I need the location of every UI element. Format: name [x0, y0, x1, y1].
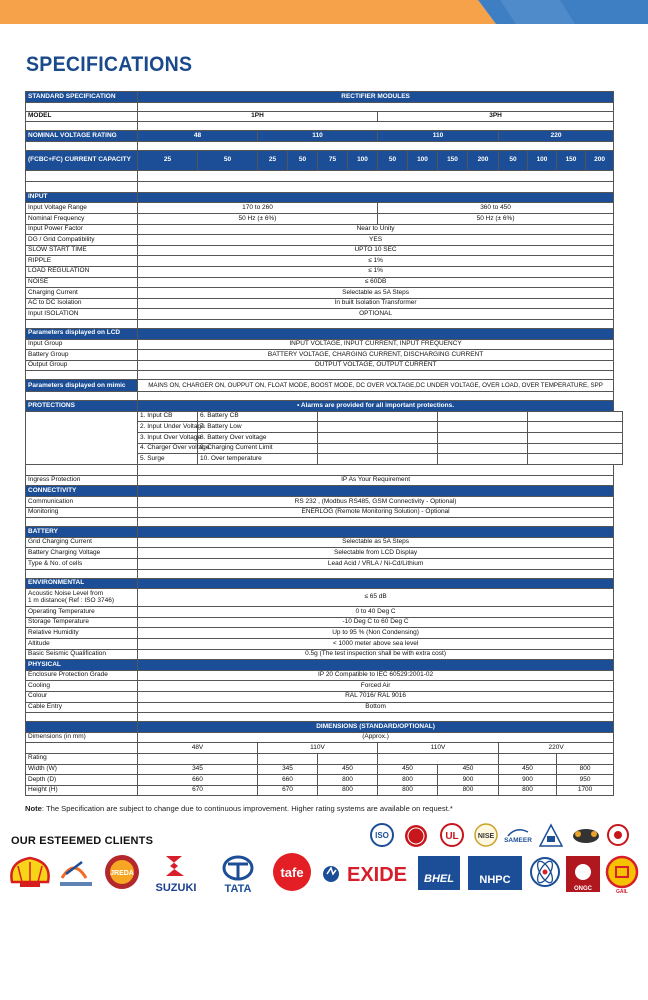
- page-title: SPECIFICATIONS: [26, 53, 193, 76]
- table-row: Type & No. of cells Lead Acid / VRLA / Ni-Cd/Lithium: [26, 559, 623, 570]
- isro-logo-icon: [60, 862, 92, 886]
- table-row: SLOW START TIME UPTO 10 SEC: [26, 245, 623, 256]
- protection-row: 5. Surge 10. Over temperature: [26, 454, 623, 465]
- nominal-voltage-row: NOMINAL VOLTAGE RATING 48 110 110 220: [26, 131, 623, 142]
- gail-logo-icon: [607, 857, 637, 895]
- svg-text:SUZUKI: SUZUKI: [155, 882, 197, 894]
- suzuki-logo-icon: [156, 856, 197, 894]
- current-capacity-row: (FCBC+FC) CURRENT CAPACITY 25 50 25 50 75 100 50 100 150 200 50 100 150 200: [26, 150, 623, 170]
- footnote: Note: The Specification are subject to change due to continuous improvement. Higher rating systems are available on request.*: [25, 804, 453, 813]
- triangle-mark-icon: [540, 825, 562, 846]
- table-row: NOISE ≤ 60DB: [26, 277, 623, 288]
- sameer-logo-icon: [504, 830, 532, 844]
- table-row: Operating Temperature 0 to 40 Deg C: [26, 607, 623, 618]
- table-row: Input Voltage Range 170 to 260 360 to 450: [26, 203, 623, 214]
- npcil-logo-icon: [531, 858, 559, 886]
- svg-text:EXIDE: EXIDE: [346, 864, 408, 886]
- bhel-logo-icon: [418, 856, 460, 890]
- table-row: Enclosure Protection Grade IP 20 Compatible to IEC 60529:2001-02: [26, 670, 623, 681]
- svg-text:TATA: TATA: [224, 883, 252, 895]
- specifications-table: [25, 91, 623, 796]
- rectifier-modules-header: RECTIFIER MODULES: [138, 92, 614, 103]
- section-environmental: ENVIRONMENTAL: [26, 578, 623, 589]
- svg-text:UL: UL: [445, 831, 459, 842]
- table-row: Battery Charging Voltage Selectable from LCD Display: [26, 548, 623, 559]
- model-row: MODEL 1PH 3PH: [26, 111, 623, 122]
- svg-text:JREDA: JREDA: [110, 870, 134, 877]
- protection-row: 2. Input Under Voltage 7. Battery Low: [26, 422, 623, 433]
- section-protections: PROTECTIONS • Alarms are provided for all important protections.: [26, 401, 623, 412]
- emblem-icon: [608, 825, 628, 845]
- clients-heading: OUR ESTEEMED CLIENTS: [11, 835, 154, 847]
- table-row: Acoustic Noise Level from 1 m distance( Ref : ISO 3746) ≤ 65 dB: [26, 589, 623, 607]
- exide-logo-icon: [323, 864, 407, 886]
- table-row: Monitoring ENERLOG (Remote Monitoring Solution) - Optional: [26, 507, 623, 518]
- table-row: Output Group OUTPUT VOLTAGE, OUTPUT CURRENT: [26, 360, 623, 371]
- table-row: Communication RS 232 , (Modbus RS485, GSM Connectivity - Optional): [26, 497, 623, 508]
- table-row: Grid Charging Current Selectable as 5A Steps: [26, 537, 623, 548]
- standard-spec-header: STANDARD SPECIFICATION: [26, 92, 138, 103]
- table-row: Cooling Forced Air: [26, 681, 623, 692]
- svg-text:GAIL: GAIL: [616, 889, 628, 895]
- section-dimensions: DIMENSIONS (STANDARD/OPTIONAL): [26, 722, 623, 733]
- table-row: Colour RAL 7016/ RAL 9016: [26, 691, 623, 702]
- section-input: INPUT: [26, 192, 623, 203]
- svg-text:ONGC: ONGC: [574, 886, 592, 892]
- iso-certification-icon: [371, 824, 393, 846]
- table-header-row: [26, 92, 623, 103]
- svg-text:tafe: tafe: [280, 865, 304, 880]
- section-battery: BATTERY: [26, 527, 623, 538]
- nise-logo-icon: [475, 824, 497, 846]
- table-row: Dimensions (in mm) (Approx.): [26, 732, 623, 743]
- table-row: Charging Current Selectable as 5A Steps: [26, 288, 623, 299]
- table-row: RIPPLE ≤ 1%: [26, 256, 623, 267]
- table-row: Input Group INPUT VOLTAGE, INPUT CURRENT, INPUT FREQUENCY: [26, 339, 623, 350]
- certification-logos: [368, 822, 630, 852]
- rating-row: 48V 110V 110V 220V: [26, 743, 623, 754]
- svg-text:BHEL: BHEL: [424, 873, 454, 885]
- width-row: Width (W) 345 345 450 450 450 450 800: [26, 764, 623, 775]
- table-row: Storage Temperature -10 Deg C to 60 Deg C: [26, 617, 623, 628]
- shell-logo-icon: [11, 858, 48, 887]
- svg-text:NHPC: NHPC: [479, 874, 511, 886]
- protection-row: 1. Input CB 6. Battery CB: [26, 411, 623, 422]
- protection-row: 4. Charger Over voltage 9. Charging Current Limit: [26, 443, 623, 454]
- table-row: Altitude < 1000 meter above sea level: [26, 638, 623, 649]
- client-logos: [0, 852, 648, 897]
- section-connectivity: CONNECTIVITY: [26, 486, 623, 497]
- svg-text:NISE: NISE: [477, 833, 495, 840]
- table-row: Input ISOLATION OPTIONAL: [26, 309, 623, 320]
- ongc-logo-icon: [566, 856, 600, 892]
- table-row: Relative Humidity Up to 95 % (Non Condensing): [26, 628, 623, 639]
- table-row: LOAD REGULATION ≤ 1%: [26, 266, 623, 277]
- make-in-india-lion-icon: [573, 829, 599, 843]
- table-row: Cable Entry Bottom: [26, 702, 623, 713]
- tafe-logo-icon: [273, 853, 311, 891]
- table-row: AC to DC Isolation In built Isolation Transformer: [26, 298, 623, 309]
- table-row: Input Power Factor Near to Unity: [26, 224, 623, 235]
- svg-text:ISO: ISO: [375, 831, 389, 840]
- table-row: DG / Grid Compatibility YES: [26, 235, 623, 246]
- table-row: Battery Group BATTERY VOLTAGE, CHARGING CURRENT, DISCHARGING CURRENT: [26, 350, 623, 361]
- patent-seal-icon: [405, 825, 427, 847]
- table-row: Basic Seismic Qualification 0.5g (The test inspection shall be with extra cost): [26, 649, 623, 660]
- mimic-row: Parameters displayed on mimic MAINS ON, CHARGER ON, OUPPUT ON, FLOAT MODE, BOOST MODE, DC OVER VOLTAGE,DC UNDER VOLTAGE, OVER LOAD, OVER TEMPERATURE, SPP: [26, 380, 623, 392]
- height-row: Height (H) 670 670 800 800 800 800 1700: [26, 785, 623, 796]
- nhpc-logo-icon: [468, 856, 522, 890]
- section-physical: PHYSICAL: [26, 660, 623, 671]
- table-row: Rating: [26, 753, 623, 764]
- ul-certification-icon: [441, 824, 463, 846]
- section-lcd: Parameters displayed on LCD: [26, 328, 623, 339]
- table-row: Ingress Protection IP As Your Requirement: [26, 475, 623, 486]
- tata-logo-icon: [224, 857, 252, 895]
- depth-row: Depth (D) 660 660 800 800 900 900 950: [26, 775, 623, 786]
- svg-text:SAMEER: SAMEER: [504, 837, 532, 844]
- table-row: Nominal Frequency 50 Hz (± 6%) 50 Hz (± 6%): [26, 213, 623, 224]
- jreda-logo-icon: [105, 855, 139, 889]
- top-decorative-band: [0, 0, 648, 24]
- protection-row: 3. Input Over Voltage 8. Battery Over voltage: [26, 433, 623, 444]
